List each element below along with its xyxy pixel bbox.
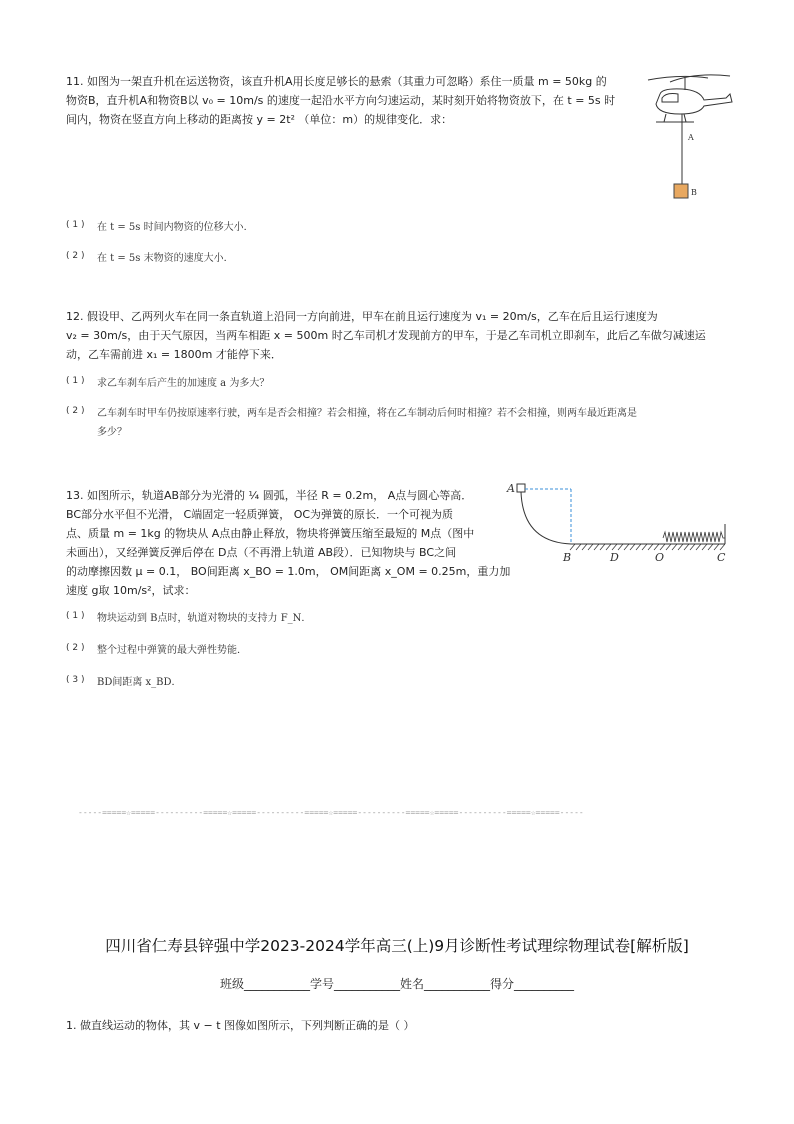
q13-stem xyxy=(66,486,511,600)
spring xyxy=(663,532,725,542)
exam-title: 四川省仁寿县锌强中学2023-2024学年高三(上)9月诊断性考试理综物理试卷[解析版] xyxy=(105,937,689,955)
fig-label-b: B xyxy=(691,188,697,197)
q11-sub-2: ( 2 ) 在 t = 5s 末物资的速度大小． xyxy=(66,251,234,264)
fig-label-a: A xyxy=(507,482,515,495)
q12-line: 12. 假设甲、乙两列火车在同一条直轨道上沿同一方向前进，甲车在前且运行速度为 v₁ = 20m/s，乙车在后且运行速度为 xyxy=(66,310,658,323)
section-divider: -----=====☆=====----------=====☆=====----------=====☆=====----------=====☆=====----------=====☆=====----- xyxy=(78,808,584,817)
fig-label-o: O xyxy=(655,551,665,564)
fig-label-c: C xyxy=(717,551,726,564)
q12-sub-1: ( 1 ) 求乙车刹车后产生的加速度 a 为多大？ xyxy=(66,376,270,389)
q13-line: 未画出），又经弹簧反弹后停在 D点（不再滑上轨道 AB段）．已知物块与 BC之间 xyxy=(66,546,457,559)
q13-sub-1: ( 1 ) 物块运动到 B点时，轨道对物块的支持力 F_N． xyxy=(66,611,312,624)
q11-line: 11. 如图为一架直升机在运送物资，该直升机A用长度足够长的悬索（其重力可忽略）系住一质量 m = 50kg 的 xyxy=(66,75,607,88)
q11-sub-1: ( 1 ) 在 t = 5s 时间内物资的位移大小． xyxy=(66,220,254,233)
fig-label-d: D xyxy=(610,551,619,564)
q13-line: BC部分水平但不光滑， C端固定一轻质弹簧， OC为弹簧的原长．一个可视为质 xyxy=(66,508,454,521)
fig-label-b: B xyxy=(563,551,572,564)
q13-line: 的动摩擦因数 μ = 0.1， BO间距离 x_BO = 1.0m， OM间距离 x_OM = 0.25m，重力加 xyxy=(66,565,511,578)
track-figure xyxy=(505,480,735,570)
q11-stem xyxy=(66,72,636,129)
fig-label-a: A xyxy=(688,133,694,142)
q12-stem xyxy=(66,307,726,364)
q12-sub-2: ( 2 ) 乙车刹车时甲车仍按原速率行驶，两车是否会相撞？若会相撞，将在乙车制动后何时相撞？若不会相撞，则两车最近距离是 多少？ xyxy=(66,406,637,438)
q13-line: 点、质量 m = 1kg 的物块从 A点由静止释放，物块将弹簧压缩至最短的 M点（图中 xyxy=(66,527,475,540)
q11-line: 间内，物资在竖直方向上移动的距离按 y = 2t² （单位：m）的规律变化．求： xyxy=(66,113,453,126)
q11-line: 物资B，直升机A和物资B以 v₀ = 10m/s 的速度一起沿水平方向匀速运动，某时刻开始将物资放下，在 t = 5s 时 xyxy=(66,94,616,107)
question-1-stem: 1. 做直线运动的物体，其 v − t 图像如图所示，下列判断正确的是（ ） xyxy=(66,1019,415,1032)
q12-line: v₂ = 30m/s，由于天气原因，当两车相距 x = 500m 时乙车司机才发现前方的甲车，于是乙车司机立即刹车，此后乙车做匀减速运 xyxy=(66,329,706,342)
q13-sub-2: ( 2 ) 整个过程中弹簧的最大弹性势能． xyxy=(66,643,247,656)
cargo-b xyxy=(674,184,688,198)
q12-line: 动，乙车需前进 x₁ = 1800m 才能停下来． xyxy=(66,348,282,361)
q13-line: 速度 g取 10m/s²，试求： xyxy=(66,584,196,597)
q13-sub-3: ( 3 ) BD间距离 x_BD． xyxy=(66,675,182,688)
q13-line: 13. 如图所示，轨道AB部分为光滑的 ¼ 圆弧，半径 R = 0.2m， A点与圆心等高． xyxy=(66,489,473,502)
helicopter-figure xyxy=(640,68,740,208)
student-info-line: 班级___________学号___________姓名___________得分__________ xyxy=(219,977,574,991)
